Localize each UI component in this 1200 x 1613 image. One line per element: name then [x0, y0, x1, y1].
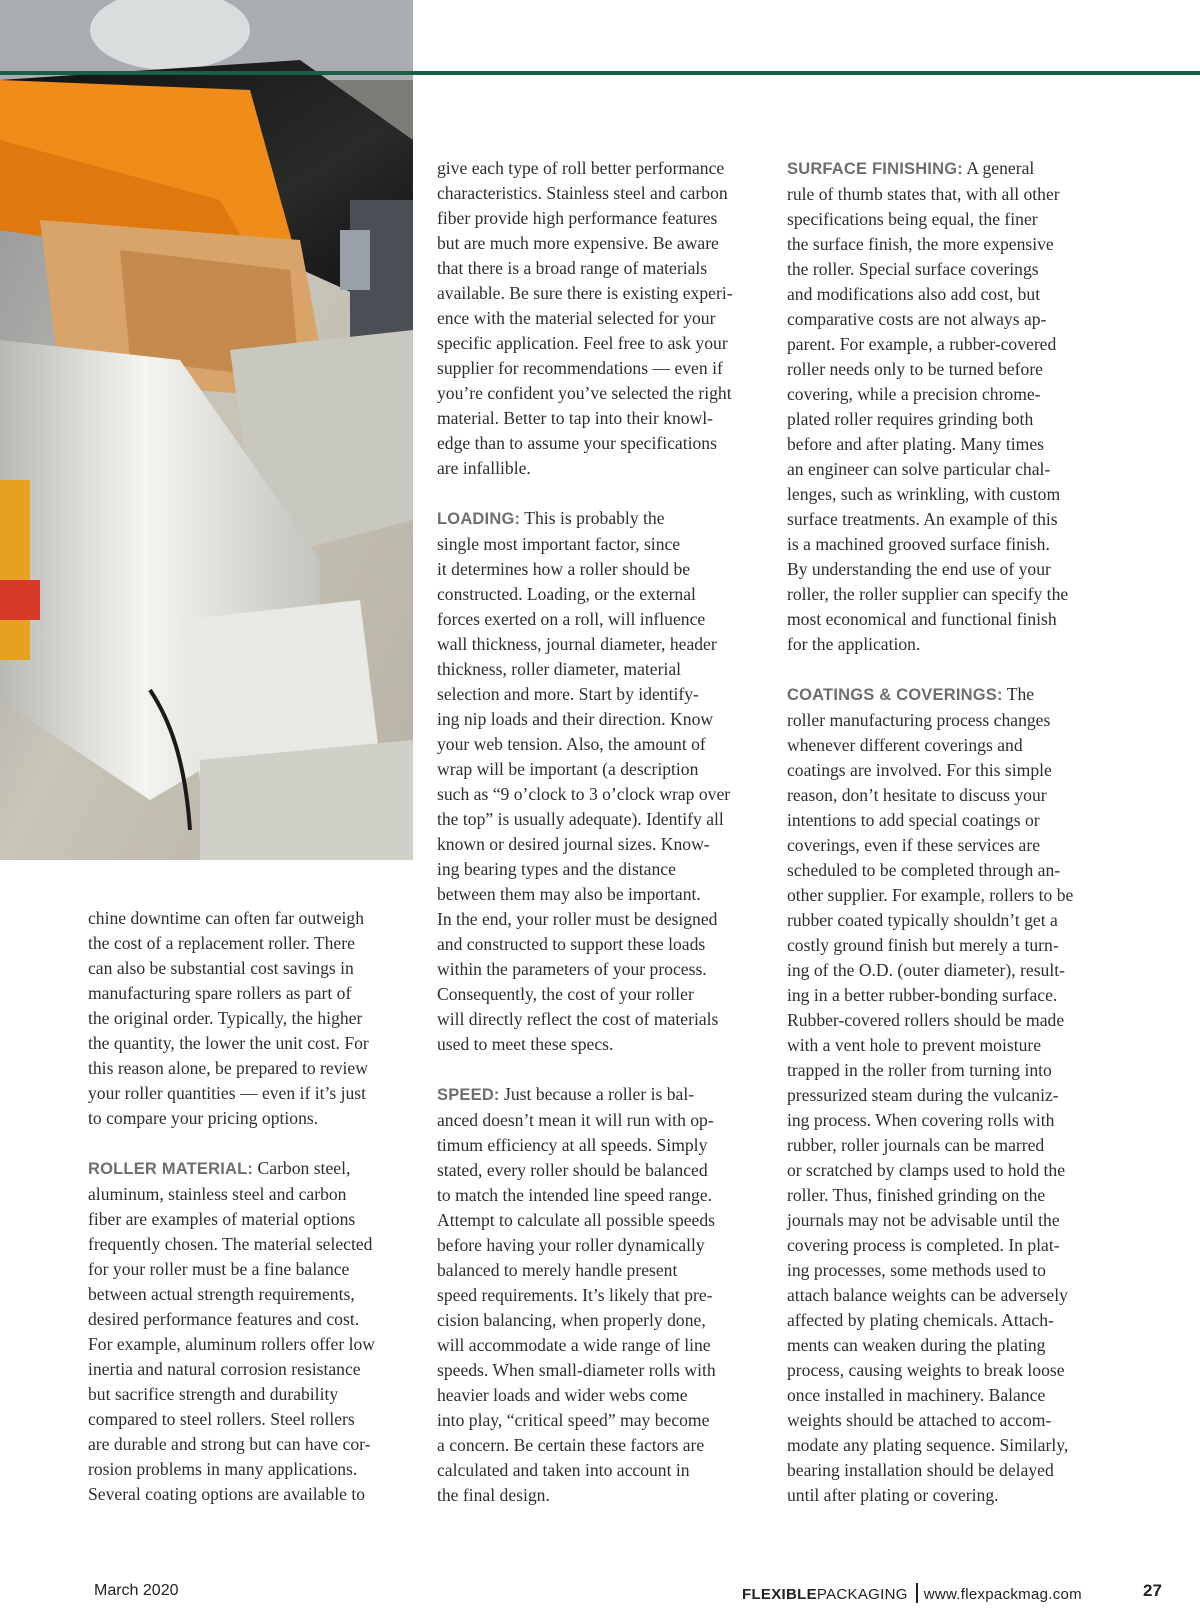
body-surface-finishing: A general rule of thumb states that, with all other specifications being equal, the finer the surface finish, the more expensive the roller. Special surface coverings and modifications also add cost, but comparative costs are not always ap- parent. For example, a rubber-covered roller needs only to be turned before covering, while a precision chrome- plated roller requires grinding both before and after plating. Many times an engineer can solve particular chal- lenges, such as wrinkling, with custom surface treatments. An example of this is a machined grooved surface finish. By understanding the end use of your roller, the roller supplier can specify the most economical and functional finish for the application.	[787, 158, 1069, 654]
column-3	[787, 156, 1127, 1533]
heading-speed: SPEED:	[437, 1086, 500, 1104]
paragraph-roll-materials: give each type of roll better performance characteristics. Stainless steel and carbon fiber provide high performance features but are much more expensive. Be aware that there is a broad range of materials available. Be sure there is existing experi- ence with the material selected for your specific application. Feel free to ask your supplier for recommendations — even if you’re confident you’ve selected the right material. Better to tap into their knowl- edge than to assume your specifications are infallible.	[437, 158, 733, 478]
paragraph-downtime: chine downtime can often far outweigh the cost of a replacement roller. There can also be substantial cost savings in manufacturing spare rollers as part of the original order. Typically, the higher the quantity, the lower the unit cost. For this reason alone, be prepared to review your roller quantities — even if it’s just to compare your pricing options.	[88, 908, 369, 1128]
heading-surface-finishing: SURFACE FINISHING:	[787, 160, 963, 178]
page-number: 27	[1143, 1581, 1162, 1600]
header-rule	[0, 71, 1200, 75]
roller-machinery-illustration	[0, 0, 413, 860]
section-loading	[437, 506, 777, 1057]
body-coatings-coverings: The roller manufacturing process changes whenever different coverings and coatings are involved. For this simple reason, don’t hesitate to discuss your intentions to add special coatings or coverings, even if these services are scheduled to be completed through an- other supplier. For example, rollers to be rubber coated typically shouldn’t get a costly ground finish but merely a turn- ing of the O.D. (outer diameter), result- ing in a better rubber-bonding surface. Rubber-covered rollers should be made with a vent hole to prevent moisture trapped in the roller from turning into pressurized steam during the vulcaniz- ing process. When covering rolls with rubber, roller journals can be marred or scratched by clamps used to hold the roller. Thus, finished grinding on the journals may not be advisable until the covering process is completed. In plat- ing processes, some methods used to attach balance weights can be adversely affected by plating chemicals. Attach- ments can weaken during the plating process, causing weights to break loose once installed in machinery. Balance weights should be attached to accom- modate any plating sequence. Similarly, bearing installation should be delayed until after plating or covering.	[787, 684, 1074, 1505]
column-2	[437, 156, 777, 1533]
heading-coatings-coverings: COATINGS & COVERINGS:	[787, 686, 1003, 704]
brand-light: PACKAGING	[816, 1586, 908, 1603]
section-surface-finishing	[787, 156, 1127, 657]
website-url: www.flexpackmag.com	[923, 1586, 1082, 1603]
brand-divider	[916, 1583, 918, 1603]
article-photo-rollers	[0, 0, 413, 860]
body-roller-material: Carbon steel, aluminum, stainless steel and carbon fiber are examples of material options frequently chosen. The material selected for your roller must be a fine balance between actual strength requirements, desired performance features and cost. For example, aluminum rollers offer low inertia and natural corrosion resistance but sacrifice strength and durability compared to steel rollers. Steel rollers are durable and strong but can have cor- rosion problems in many applications. Several coating options are available to	[88, 1158, 375, 1504]
heading-loading: LOADING:	[437, 510, 521, 528]
brand-bold: FLEXIBLE	[742, 1586, 817, 1603]
section-speed	[437, 1082, 777, 1508]
section-coatings-coverings	[787, 682, 1127, 1508]
magazine-brand	[742, 1583, 1082, 1603]
body-speed: Just because a roller is bal- anced doesn’t mean it will run with op- timum efficiency at all speeds. Simply stated, every roller should be balanced to match the intended line speed range. Attempt to calculate all possible speeds before having your roller dynamically balanced to merely handle present speed requirements. It’s likely that pre- cision balancing, when properly done, will accommodate a wide range of line speeds. When small-diameter rolls with heavier loads and wider webs come into play, “critical speed” may become a concern. Be certain these factors are calculated and taken into account in the final design.	[437, 1084, 716, 1505]
issue-date: March 2020	[94, 1582, 179, 1599]
page-footer	[0, 1582, 1200, 1606]
heading-roller-material: ROLLER MATERIAL:	[88, 1160, 254, 1178]
body-loading: This is probably the single most important factor, since it determines how a roller should be constructed. Loading, or the external forces exerted on a roll, will influence wall thickness, journal diameter, header thickness, roller diameter, material selection and more. Start by identify- ing nip loads and their direction. Know your web tension. Also, the amount of wrap will be important (a description such as “9 o’clock to 3 o’clock wrap over the top” is usually adequate). Identify all known or desired journal sizes. Know- ing bearing types and the distance between them may also be important. In the end, your roller must be designed and constructed to support these loads within the parameters of your process. Consequently, the cost of your roller will directly reflect the cost of materials used to meet these specs.	[437, 508, 731, 1054]
column-1	[88, 906, 418, 1532]
section-roller-material	[88, 1156, 418, 1507]
